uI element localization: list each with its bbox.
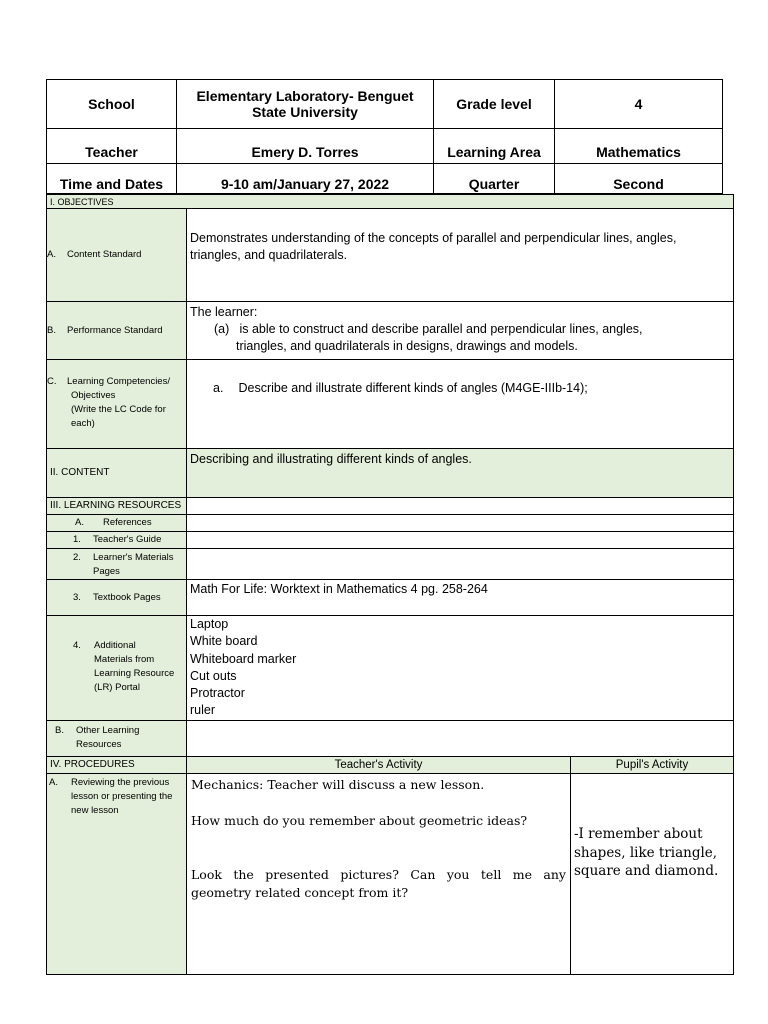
- teacher-value: Emery D. Torres: [251, 144, 359, 160]
- teacher-activity-p3: Look the presented pictures? Can you tell me any geometry related concept from it?: [191, 867, 566, 900]
- references-label: References: [103, 517, 152, 528]
- teachers-guide-value-cell: [186, 531, 734, 549]
- teacher-label-cell: [46, 128, 177, 164]
- competencies-label-cell: [46, 359, 187, 449]
- references-value-cell: [186, 514, 734, 532]
- performance-standard-label-cell: [46, 301, 187, 360]
- competencies-value-cell: [186, 359, 734, 449]
- teachers-guide-label: Teacher's Guide: [93, 534, 162, 545]
- grade-value: 4: [634, 96, 643, 112]
- objectives-title: I. OBJECTIVES: [50, 196, 114, 207]
- content-standard-value-cell: [186, 208, 734, 302]
- procedures-title: IV. PROCEDURES: [50, 759, 135, 770]
- pupil-activity-header-cell: [570, 756, 734, 774]
- other-resources-marker: B.: [55, 725, 64, 736]
- additional-materials-label-line3: Learning Resource: [94, 668, 175, 679]
- textbook-label: Textbook Pages: [93, 591, 161, 603]
- teacher-value-cell: [176, 128, 434, 164]
- step-a-marker: A.: [49, 777, 58, 788]
- other-resources-label-cell: [46, 720, 187, 757]
- content-label: II. CONTENT: [50, 467, 110, 478]
- school-value: Elementary Laboratory- Benguet State University: [196, 88, 414, 120]
- area-label: Learning Area: [447, 144, 541, 160]
- time-value: 9-10 am/January 27, 2022: [220, 176, 390, 192]
- quarter-value-cell: [554, 163, 723, 194]
- teachers-guide-marker: 1.: [73, 534, 81, 545]
- other-resources-label-line1: Other Learning: [76, 725, 140, 736]
- content-standard-label: Content Standard: [67, 249, 142, 260]
- performance-item-marker: (a): [214, 322, 230, 336]
- quarter-label: Quarter: [468, 176, 520, 192]
- content-standard-label-cell: [46, 208, 187, 302]
- procedures-header-cell: [46, 756, 187, 774]
- performance-intro: The learner:: [190, 305, 258, 319]
- content-standard-text: Demonstrates understanding of the concepts of parallel and perpendicular lines, angles, triangles, and quadrilaterals.: [190, 231, 677, 262]
- pupil-activity-p1: -I remember about shapes, like triangle, square and diamond.: [574, 826, 719, 879]
- additional-materials-label-line1: Additional: [94, 640, 136, 651]
- grade-label-cell: [433, 79, 555, 129]
- learners-materials-label-line2: Pages: [93, 566, 120, 577]
- textbook-label-cell: [46, 579, 187, 616]
- teacher-activity-cell: [186, 773, 571, 975]
- other-resources-value-cell: [186, 720, 734, 757]
- content-text: Describing and illustrating different kinds of angles.: [190, 452, 472, 466]
- area-value: Mathematics: [596, 144, 681, 160]
- area-label-cell: [433, 128, 555, 164]
- competencies-label-line4: each): [71, 418, 95, 429]
- competencies-item: Describe and illustrate different kinds of angles (M4GE-IIIb-14);: [238, 381, 588, 395]
- quarter-label-cell: [433, 163, 555, 194]
- pupil-activity-cell: [570, 773, 734, 975]
- learners-materials-label-line1: Learner's Materials: [93, 552, 174, 563]
- resources-title: III. LEARNING RESOURCES: [50, 500, 182, 511]
- objectives-section-header: [46, 194, 734, 209]
- competencies-label-line1: Learning Competencies/: [67, 376, 170, 387]
- step-a-label-cell: [46, 773, 187, 975]
- performance-marker: B.: [47, 324, 56, 336]
- other-resources-label-line2: Resources: [76, 739, 122, 750]
- references-marker: A.: [75, 517, 84, 528]
- time-value-cell: [176, 163, 434, 194]
- teacher-activity-p1: Mechanics: Teacher will discuss a new lesson.: [191, 777, 485, 792]
- teacher-activity-header-cell: [186, 756, 571, 774]
- grade-label: Grade level: [456, 96, 532, 112]
- time-label-cell: [46, 163, 177, 194]
- school-label: School: [88, 96, 135, 112]
- teachers-guide-label-cell: [46, 531, 187, 549]
- additional-materials-value-cell: [186, 615, 734, 721]
- textbook-marker: 3.: [73, 591, 81, 603]
- competencies-marker: C.: [47, 376, 57, 387]
- competencies-label-line2: Objectives: [71, 390, 116, 401]
- performance-item-line1: is able to construct and describe parallel and perpendicular lines, angles,: [239, 322, 643, 336]
- additional-materials-label-cell: [46, 615, 187, 721]
- content-standard-marker: A.: [47, 249, 56, 260]
- school-value-cell: [176, 79, 434, 129]
- material-item: White board: [190, 634, 258, 649]
- content-value-cell: [186, 448, 734, 498]
- content-label-cell: [46, 448, 187, 498]
- time-label: Time and Dates: [59, 176, 164, 192]
- learners-materials-marker: 2.: [73, 552, 81, 563]
- learners-materials-label-cell: [46, 548, 187, 580]
- teacher-activity-p2: How much do you remember about geometric ideas?: [191, 813, 528, 828]
- quarter-value: Second: [613, 176, 664, 192]
- resources-header-blank: [186, 497, 734, 515]
- material-item: Protractor: [190, 686, 245, 701]
- teacher-label: Teacher: [85, 144, 138, 160]
- performance-label: Performance Standard: [67, 324, 163, 336]
- step-a-label-line2: lesson or presenting the: [71, 791, 173, 802]
- additional-materials-label-line4: (LR) Portal: [94, 682, 140, 693]
- additional-materials-label-line2: Materials from: [94, 654, 155, 665]
- teacher-activity-header: Teacher's Activity: [334, 759, 423, 771]
- textbook-value: Math For Life: Worktext in Mathematics 4 pg. 258-264: [190, 582, 488, 596]
- performance-standard-value-cell: [186, 301, 734, 360]
- school-label-cell: [46, 79, 177, 129]
- competencies-item-marker: a.: [213, 381, 224, 395]
- pupil-activity-header: Pupil's Activity: [615, 759, 689, 771]
- material-item: Cut outs: [190, 668, 237, 683]
- grade-value-cell: [554, 79, 723, 129]
- additional-materials-marker: 4.: [73, 640, 81, 651]
- step-a-label-line1: Reviewing the previous: [71, 777, 170, 788]
- material-item: Laptop: [190, 617, 229, 631]
- performance-item-line2: triangles, and quadrilaterals in designs, drawings and models.: [236, 339, 578, 353]
- resources-header-cell: [46, 497, 187, 515]
- references-label-cell: [46, 514, 187, 532]
- textbook-value-cell: [186, 579, 734, 616]
- material-item: Whiteboard marker: [190, 651, 297, 666]
- area-value-cell: [554, 128, 723, 164]
- step-a-label-line3: new lesson: [71, 805, 119, 816]
- competencies-label-line3: (Write the LC Code for: [71, 404, 166, 415]
- material-item: ruler: [190, 703, 216, 718]
- learners-materials-value-cell: [186, 548, 734, 580]
